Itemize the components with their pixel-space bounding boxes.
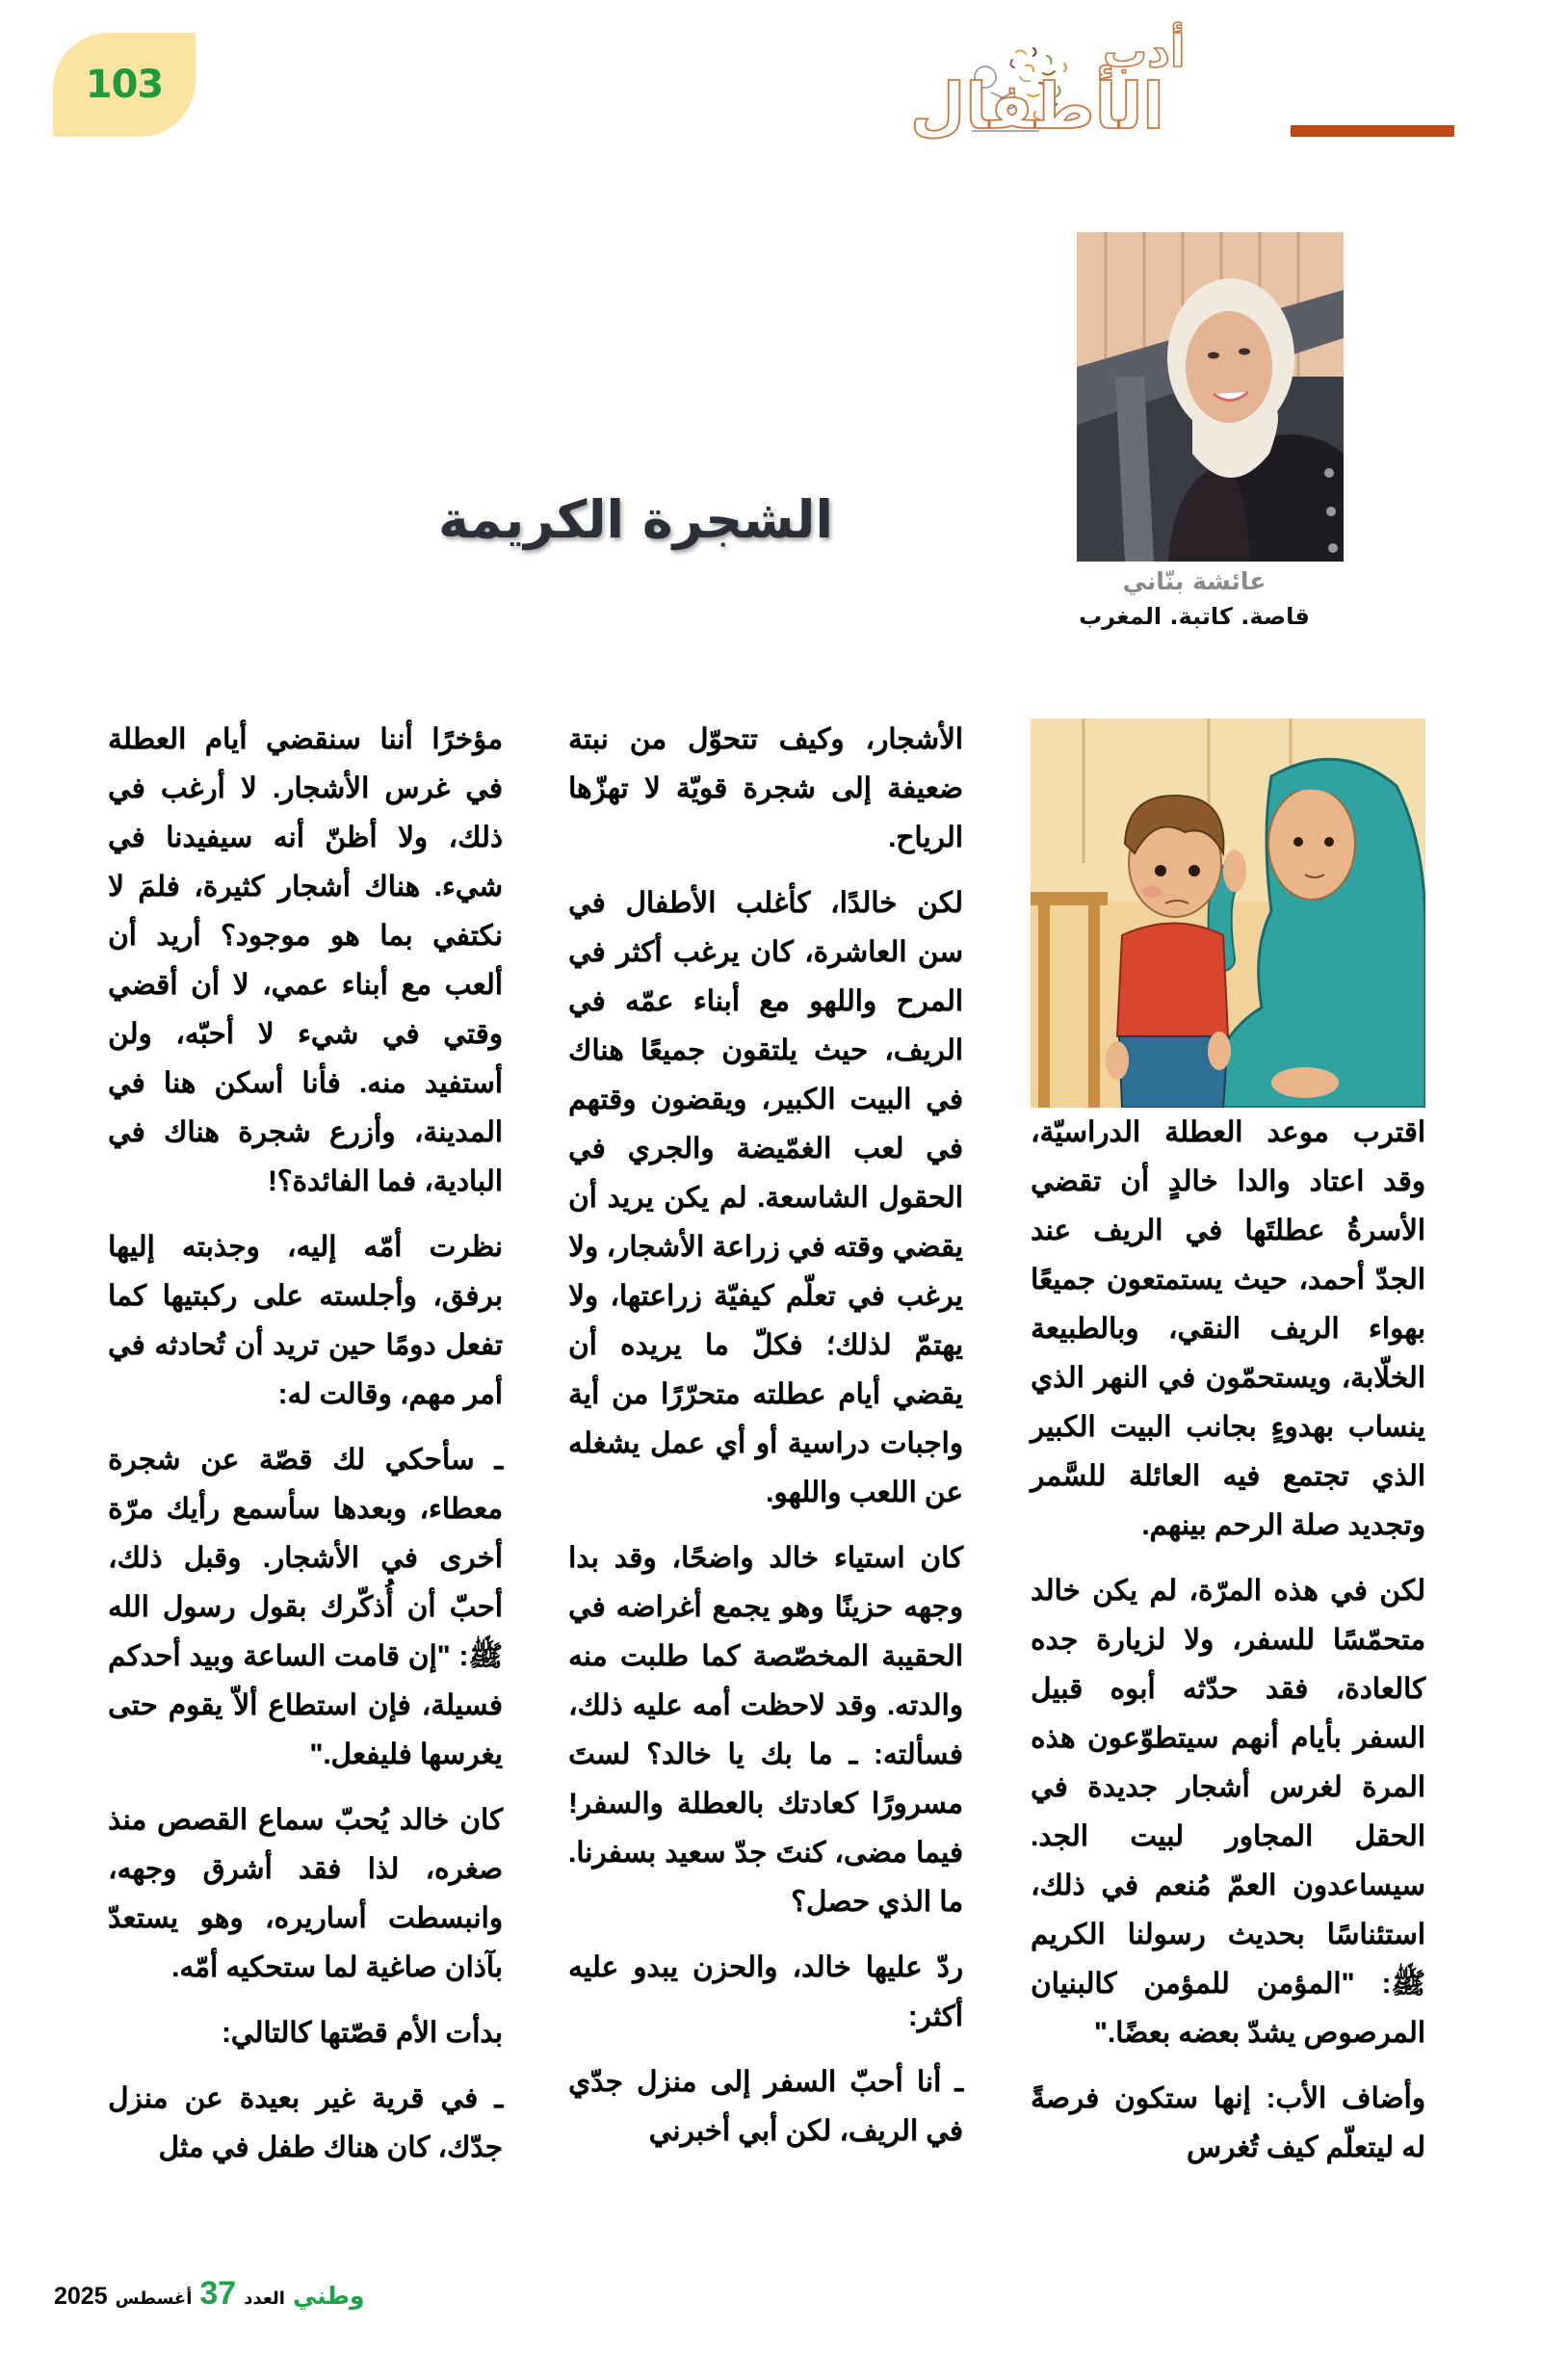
paragraph: ـ سأحكي لك قصّة عن شجرة معطاء، وبعدها سأسمع رأيك مرّة أخرى في الأشجار. وقبل ذلك، أحبّ أن أُذكّرك بقول رسول الله ﷺ: "إن قامت الساعة وبيد أحدكم فسيلة، فإن استطاع ألاّ يقوم حتى يغرسها فليفعل." (108, 1444, 503, 1770)
issue-month: أغسطس (115, 2288, 193, 2309)
text-column-middle (568, 715, 963, 2172)
page-footer (54, 2275, 401, 2314)
author-portrait-icon (1077, 232, 1344, 562)
paragraph: اقترب موعد العطلة الدراسيّة، وقد اعتاد والدا خالدٍ أن تقضي الأسرةُ عطلتَها في الريف عند الجدّ أحمد، حيث يستمتعون جميعًا بهواء الريف النقي، وبالطبيعة الخلّابة، ويستحمّون في النهر الذي ينساب بهدوءٍ بجانب البيت الكبير الذي تجتمع فيه العائلة للسَّمر وتجديد صلة الرحم بينهم. (1031, 1116, 1425, 1541)
section-logo (910, 25, 1459, 159)
mother-and-child-illustration-icon (1031, 719, 1425, 1108)
author-photo (1077, 232, 1344, 562)
paragraph: لكن خالدًا، كأغلب الأطفال في سن العاشرة، كان يرغب أكثر في المرح واللهو مع أبناء عمّه في الريف، حيث يلتقون جميعًا هناك في البيت الكبير، ويقضون وقتهم في لعب الغمّيضة والجري في الحقول الشاسعة. لم يكن يريد أن يقضي وقته في زراعة الأشجار، ولا يرغب في تعلّم كيفيّة زراعتها، ولا يهتمّ لذلك؛ فكلّ ما يريده أن يقضي أيام عطلته متحرّرًا من أية واجبات دراسية أو أي عمل يشغله عن اللعب واللهو. (568, 887, 963, 1508)
magazine-brand: وطني (292, 2282, 365, 2310)
paragraph: كان استياء خالد واضحًا، وقد بدا وجهه حزينًا وهو يجمع أغراضه في الحقيبة المخصّصة كما طلبت منه والدته. وقد لاحظت أمه عليه ذلك، فسألته: ـ ما بك يا خالد؟ لستَ مسرورًا كعادتك بالعطلة والسفر! فيما مضى، كنتَ جدّ سعيد بسفرنا. ما الذي حصل؟ (568, 1542, 963, 1918)
issue-label: العدد (244, 2288, 285, 2309)
paragraph: لكن في هذه المرّة، لم يكن خالد متحمّسًا للسفر، ولا لزيارة جده كالعادة، فقد حدّثه أبوه قبيل السفر بأيام أنهم سيتطوّعون هذه المرة لغرس أشجار جديدة في الحقل المجاور لبيت الجد. سيساعدون العمّ مُنعم في ذلك، استئناسًا بحديث رسولنا الكريم ﷺ: "المؤمن للمؤمن كالبنيان المرصوص يشدّ بعضه بعضًا." (1031, 1575, 1425, 2049)
text-column-right (1031, 1108, 1425, 2188)
logo-accent-bar (1291, 125, 1454, 137)
paragraph: ردّ عليها خالد، والحزن يبدو عليه أكثر: (568, 1951, 963, 2032)
issue-number: 37 (199, 2275, 237, 2312)
paragraph: ـ أنا أحبّ السفر إلى منزل جدّي في الريف، لكن أبي أخبرني (568, 2066, 963, 2147)
logo-text-line1: أدب (1103, 25, 1186, 77)
story-illustration (1031, 719, 1425, 1108)
page-number-badge (53, 33, 196, 137)
paragraph: الأشجار، وكيف تتحوّل من نبتة ضعيفة إلى شجرة قويّة لا تهزّها الرياح. (568, 723, 963, 853)
paragraph: ـ في قرية غير بعيدة عن منزل جدّك، كان هناك طفل في مثل (108, 2082, 503, 2163)
issue-year: 2025 (54, 2283, 108, 2310)
page-number: 103 (85, 63, 164, 107)
text-column-left (108, 715, 503, 2188)
logo-text-line2: الأطفال (910, 69, 1164, 144)
author-description: قاصة. كاتبة. المغرب (1079, 603, 1310, 630)
paragraph: مؤخرًا أننا سنقضي أيام العطلة في غرس الأشجار. لا أرغب في ذلك، ولا أظنّ أنه سيفيدنا في شيء. هناك أشجار كثيرة، فلمَ لا نكتفي بما هو موجود؟ أريد أن ألعب مع أبناء عمي، لا أن أقضي وقتي في شيء لا أحبّه، ولن أستفيد منه. فأنا أسكن هنا في المدينة، وأزرع شجرة هناك في البادية، فما الفائدة؟! (108, 723, 503, 1197)
paragraph: بدأت الأم قصّتها كالتالي: (221, 2017, 503, 2049)
paragraph: وأضاف الأب: إنها ستكون فرصةً له ليتعلّم كيف تُغرس (1031, 2082, 1425, 2163)
article-title: الشجرة الكريمة (438, 489, 833, 550)
paragraph: كان خالد يُحبّ سماع القصص منذ صغره، لذا فقد أشرق وجهه، وانبسطت أساريره، وهو يستعدّ بآذان صاغية لما ستحكيه أمّه. (108, 1804, 503, 1983)
author-name: عائشة بنّاني (1122, 567, 1267, 595)
paragraph: نظرت أمّه إليه، وجذبته إليها برفق، وأجلسته على ركبتيها كما تفعل دومًا حين تريد أن تُحادثه في أمر مهم، وقالت له: (108, 1231, 503, 1410)
